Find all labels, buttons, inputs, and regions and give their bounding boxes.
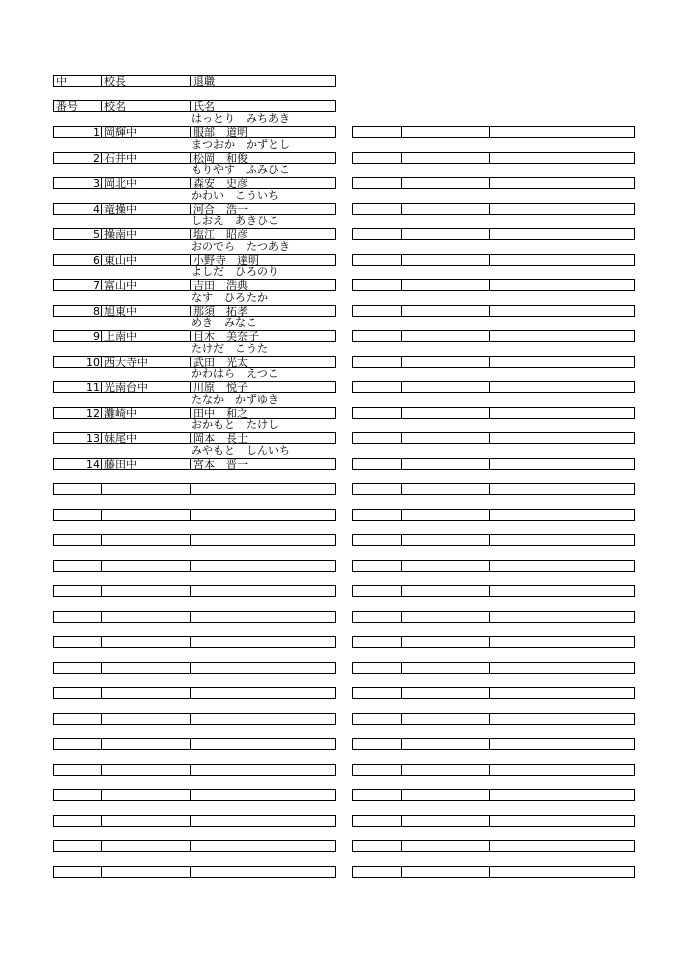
right-cell-3 bbox=[489, 612, 634, 622]
right-cell-1 bbox=[353, 408, 401, 418]
right-cell-2 bbox=[401, 790, 489, 800]
right-cell-1 bbox=[353, 586, 401, 596]
right-cell-2 bbox=[401, 535, 489, 545]
right-cell-1 bbox=[353, 357, 401, 367]
right-cell-2 bbox=[401, 739, 489, 749]
table-row bbox=[53, 458, 336, 470]
empty-table-row bbox=[53, 611, 336, 623]
right-cell-3 bbox=[489, 816, 634, 826]
right-cell-3 bbox=[489, 510, 634, 520]
table-row bbox=[53, 330, 336, 342]
row-school bbox=[101, 739, 190, 749]
empty-table-row bbox=[53, 585, 336, 597]
right-cell-2 bbox=[401, 408, 489, 418]
row-name bbox=[190, 739, 335, 749]
row-name bbox=[190, 535, 335, 545]
row-number: 2 bbox=[93, 152, 100, 165]
header-role: 校長 bbox=[101, 76, 190, 86]
row-number bbox=[54, 841, 101, 851]
empty-table-row bbox=[352, 305, 635, 317]
furigana-reading: まつおか かずとし bbox=[191, 138, 290, 151]
empty-table-row bbox=[352, 738, 635, 750]
row-school: 光南台中 bbox=[101, 382, 190, 392]
right-cell-2 bbox=[401, 204, 489, 214]
furigana-reading: みやもと しんいち bbox=[191, 444, 290, 457]
furigana-reading: たけだ こうた bbox=[191, 342, 268, 355]
row-name: 武田 光太 bbox=[190, 357, 335, 367]
row-school bbox=[101, 637, 190, 647]
row-number bbox=[54, 637, 101, 647]
furigana-reading: よしだ ひろのり bbox=[191, 265, 279, 278]
empty-table-row bbox=[352, 840, 635, 852]
row-number: 8 bbox=[93, 305, 100, 318]
row-number: 11 bbox=[86, 381, 100, 394]
row-school bbox=[101, 816, 190, 826]
row-name bbox=[190, 510, 335, 520]
right-cell-2 bbox=[401, 510, 489, 520]
row-school: 西大寺中 bbox=[101, 357, 190, 367]
column-school-header: 校名 bbox=[101, 101, 190, 111]
right-cell-2 bbox=[401, 280, 489, 290]
empty-table-row bbox=[53, 662, 336, 674]
empty-table-row bbox=[352, 713, 635, 725]
empty-table-row bbox=[53, 713, 336, 725]
row-name bbox=[190, 765, 335, 775]
column-name-header: 氏名 bbox=[190, 101, 335, 111]
right-cell-3 bbox=[489, 153, 634, 163]
right-cell-3 bbox=[489, 714, 634, 724]
row-number: 10 bbox=[86, 356, 100, 369]
right-cell-2 bbox=[401, 484, 489, 494]
row-number: 5 bbox=[93, 228, 100, 241]
row-number: 12 bbox=[86, 407, 100, 420]
empty-table-row bbox=[352, 662, 635, 674]
row-school: 操南中 bbox=[101, 229, 190, 239]
row-school bbox=[101, 510, 190, 520]
row-name: 小野寺 達明 bbox=[190, 255, 335, 265]
table-row bbox=[53, 432, 336, 444]
right-cell-1 bbox=[353, 637, 401, 647]
right-cell-2 bbox=[401, 127, 489, 137]
empty-table-row bbox=[352, 279, 635, 291]
row-number bbox=[54, 484, 101, 494]
furigana-reading: かわい こういち bbox=[191, 189, 279, 202]
furigana-reading: なす ひろたか bbox=[191, 291, 268, 304]
empty-table-row bbox=[352, 152, 635, 164]
table-row bbox=[53, 279, 336, 291]
right-cell-3 bbox=[489, 484, 634, 494]
empty-table-row bbox=[352, 560, 635, 572]
header-row bbox=[53, 75, 336, 87]
row-school: 上南中 bbox=[101, 331, 190, 341]
empty-table-row bbox=[352, 509, 635, 521]
right-cell-1 bbox=[353, 714, 401, 724]
empty-table-row bbox=[352, 254, 635, 266]
right-cell-1 bbox=[353, 331, 401, 341]
right-cell-1 bbox=[353, 535, 401, 545]
right-cell-1 bbox=[353, 255, 401, 265]
empty-table-row bbox=[352, 432, 635, 444]
right-cell-3 bbox=[489, 663, 634, 673]
row-number bbox=[54, 510, 101, 520]
right-cell-1 bbox=[353, 229, 401, 239]
right-cell-1 bbox=[353, 765, 401, 775]
right-cell-2 bbox=[401, 331, 489, 341]
right-cell-2 bbox=[401, 612, 489, 622]
right-cell-3 bbox=[489, 867, 634, 877]
row-name bbox=[190, 816, 335, 826]
empty-table-row bbox=[53, 866, 336, 878]
row-school bbox=[101, 561, 190, 571]
right-cell-3 bbox=[489, 382, 634, 392]
furigana-reading: たなか かずゆき bbox=[191, 393, 279, 406]
empty-table-row bbox=[352, 789, 635, 801]
right-cell-3 bbox=[489, 586, 634, 596]
right-cell-1 bbox=[353, 663, 401, 673]
row-school: 岡輝中 bbox=[101, 127, 190, 137]
row-school bbox=[101, 612, 190, 622]
right-cell-1 bbox=[353, 204, 401, 214]
right-cell-1 bbox=[353, 306, 401, 316]
right-cell-1 bbox=[353, 867, 401, 877]
right-cell-3 bbox=[489, 280, 634, 290]
furigana-reading: おかもと たけし bbox=[191, 418, 279, 431]
right-cell-1 bbox=[353, 178, 401, 188]
row-name bbox=[190, 867, 335, 877]
row-number bbox=[54, 867, 101, 877]
row-name: 岡本 長士 bbox=[190, 433, 335, 443]
right-cell-3 bbox=[489, 127, 634, 137]
row-name: 塩江 昭彦 bbox=[190, 229, 335, 239]
right-cell-1 bbox=[353, 484, 401, 494]
row-school: 岡北中 bbox=[101, 178, 190, 188]
table-row bbox=[53, 228, 336, 240]
right-cell-3 bbox=[489, 637, 634, 647]
right-cell-2 bbox=[401, 382, 489, 392]
row-name bbox=[190, 790, 335, 800]
empty-table-row bbox=[352, 407, 635, 419]
row-name: 那須 拓孝 bbox=[190, 306, 335, 316]
right-cell-2 bbox=[401, 255, 489, 265]
empty-table-row bbox=[352, 458, 635, 470]
right-cell-3 bbox=[489, 255, 634, 265]
right-cell-1 bbox=[353, 561, 401, 571]
empty-table-row bbox=[352, 815, 635, 827]
empty-table-row bbox=[53, 636, 336, 648]
right-cell-1 bbox=[353, 816, 401, 826]
empty-table-row bbox=[53, 764, 336, 776]
right-cell-2 bbox=[401, 229, 489, 239]
row-school: 石井中 bbox=[101, 153, 190, 163]
right-cell-2 bbox=[401, 153, 489, 163]
row-number bbox=[54, 612, 101, 622]
row-school bbox=[101, 867, 190, 877]
row-number: 1 bbox=[93, 126, 100, 139]
right-cell-2 bbox=[401, 459, 489, 469]
empty-table-row bbox=[352, 483, 635, 495]
right-cell-3 bbox=[489, 790, 634, 800]
table-row bbox=[53, 126, 336, 138]
row-school: 藤田中 bbox=[101, 459, 190, 469]
right-cell-3 bbox=[489, 433, 634, 443]
row-name: 目木 美奈子 bbox=[190, 331, 335, 341]
empty-table-row bbox=[352, 126, 635, 138]
row-name: 河合 浩一 bbox=[190, 204, 335, 214]
row-name: 服部 道明 bbox=[190, 127, 335, 137]
row-school bbox=[101, 663, 190, 673]
right-cell-3 bbox=[489, 204, 634, 214]
empty-table-row bbox=[352, 534, 635, 546]
row-name bbox=[190, 561, 335, 571]
empty-table-row bbox=[352, 381, 635, 393]
right-cell-3 bbox=[489, 331, 634, 341]
right-cell-1 bbox=[353, 127, 401, 137]
row-number bbox=[54, 561, 101, 571]
empty-table-row bbox=[352, 636, 635, 648]
right-cell-1 bbox=[353, 739, 401, 749]
row-number: 9 bbox=[93, 330, 100, 343]
row-number bbox=[54, 586, 101, 596]
row-school: 灘崎中 bbox=[101, 408, 190, 418]
empty-table-row bbox=[53, 840, 336, 852]
row-number bbox=[54, 663, 101, 673]
right-cell-2 bbox=[401, 586, 489, 596]
empty-table-row bbox=[352, 203, 635, 215]
right-cell-1 bbox=[353, 433, 401, 443]
right-cell-1 bbox=[353, 510, 401, 520]
empty-table-row bbox=[352, 687, 635, 699]
row-name bbox=[190, 586, 335, 596]
right-cell-2 bbox=[401, 688, 489, 698]
row-school bbox=[101, 586, 190, 596]
row-school: 富山中 bbox=[101, 280, 190, 290]
row-school: 旭東中 bbox=[101, 306, 190, 316]
right-cell-2 bbox=[401, 561, 489, 571]
row-name bbox=[190, 663, 335, 673]
row-number bbox=[54, 816, 101, 826]
furigana-reading: めき みなこ bbox=[191, 316, 257, 329]
row-name bbox=[190, 637, 335, 647]
right-cell-1 bbox=[353, 280, 401, 290]
row-school: 妹尾中 bbox=[101, 433, 190, 443]
empty-table-row bbox=[352, 356, 635, 368]
right-cell-2 bbox=[401, 714, 489, 724]
right-cell-2 bbox=[401, 306, 489, 316]
row-name: 田中 和之 bbox=[190, 408, 335, 418]
table-row bbox=[53, 381, 336, 393]
right-cell-2 bbox=[401, 663, 489, 673]
row-school bbox=[101, 714, 190, 724]
row-school: 東山中 bbox=[101, 255, 190, 265]
row-school bbox=[101, 688, 190, 698]
right-cell-2 bbox=[401, 765, 489, 775]
row-number bbox=[54, 739, 101, 749]
row-school bbox=[101, 790, 190, 800]
right-cell-3 bbox=[489, 229, 634, 239]
right-cell-1 bbox=[353, 612, 401, 622]
empty-table-row bbox=[53, 789, 336, 801]
row-name: 森安 史彦 bbox=[190, 178, 335, 188]
right-cell-2 bbox=[401, 637, 489, 647]
row-school bbox=[101, 841, 190, 851]
empty-table-row bbox=[352, 764, 635, 776]
row-school bbox=[101, 765, 190, 775]
empty-table-row bbox=[53, 815, 336, 827]
right-cell-2 bbox=[401, 357, 489, 367]
right-cell-3 bbox=[489, 306, 634, 316]
right-cell-2 bbox=[401, 816, 489, 826]
right-cell-1 bbox=[353, 153, 401, 163]
row-number: 7 bbox=[93, 279, 100, 292]
right-cell-3 bbox=[489, 841, 634, 851]
right-cell-2 bbox=[401, 433, 489, 443]
furigana-reading: はっとり みちあき bbox=[191, 112, 290, 125]
row-school: 竜操中 bbox=[101, 204, 190, 214]
row-number: 4 bbox=[93, 203, 100, 216]
right-cell-2 bbox=[401, 841, 489, 851]
right-cell-1 bbox=[353, 790, 401, 800]
column-number-header: 番号 bbox=[56, 100, 78, 113]
right-cell-3 bbox=[489, 357, 634, 367]
empty-table-row bbox=[352, 585, 635, 597]
empty-table-row bbox=[352, 177, 635, 189]
right-cell-1 bbox=[353, 841, 401, 851]
furigana-reading: しおえ あきひこ bbox=[191, 214, 279, 227]
row-name bbox=[190, 688, 335, 698]
row-number bbox=[54, 535, 101, 545]
header-level: 中 bbox=[56, 75, 67, 88]
row-number: 6 bbox=[93, 254, 100, 267]
right-cell-2 bbox=[401, 178, 489, 188]
right-cell-1 bbox=[353, 382, 401, 392]
right-cell-2 bbox=[401, 867, 489, 877]
right-cell-3 bbox=[489, 765, 634, 775]
row-number: 13 bbox=[86, 432, 100, 445]
empty-table-row bbox=[53, 483, 336, 495]
table-row bbox=[53, 177, 336, 189]
empty-table-row bbox=[53, 560, 336, 572]
furigana-reading: かわはら えつこ bbox=[191, 367, 279, 380]
row-number bbox=[54, 714, 101, 724]
right-cell-3 bbox=[489, 688, 634, 698]
right-cell-3 bbox=[489, 459, 634, 469]
right-cell-3 bbox=[489, 535, 634, 545]
empty-table-row bbox=[352, 330, 635, 342]
furigana-reading: もりやす ふみひこ bbox=[191, 163, 290, 176]
empty-table-row bbox=[352, 866, 635, 878]
row-name bbox=[190, 841, 335, 851]
row-number bbox=[54, 765, 101, 775]
right-cell-1 bbox=[353, 688, 401, 698]
column-header-row bbox=[53, 100, 336, 112]
row-school bbox=[101, 484, 190, 494]
row-number: 3 bbox=[93, 177, 100, 190]
row-school bbox=[101, 535, 190, 545]
right-cell-3 bbox=[489, 739, 634, 749]
row-name: 川原 悦子 bbox=[190, 382, 335, 392]
empty-table-row bbox=[53, 509, 336, 521]
row-number bbox=[54, 790, 101, 800]
row-name bbox=[190, 484, 335, 494]
row-number: 14 bbox=[86, 458, 100, 471]
empty-table-row bbox=[53, 534, 336, 546]
row-name bbox=[190, 714, 335, 724]
empty-table-row bbox=[352, 611, 635, 623]
row-name: 宮本 晋一 bbox=[190, 459, 335, 469]
row-number bbox=[54, 688, 101, 698]
right-cell-3 bbox=[489, 561, 634, 571]
right-cell-3 bbox=[489, 408, 634, 418]
empty-table-row bbox=[53, 738, 336, 750]
furigana-reading: おのでら たつあき bbox=[191, 240, 290, 253]
header-status: 退職 bbox=[190, 76, 335, 86]
right-cell-3 bbox=[489, 178, 634, 188]
row-name: 松岡 和俊 bbox=[190, 153, 335, 163]
row-name: 吉田 浩典 bbox=[190, 280, 335, 290]
right-cell-1 bbox=[353, 459, 401, 469]
empty-table-row bbox=[352, 228, 635, 240]
row-name bbox=[190, 612, 335, 622]
empty-table-row bbox=[53, 687, 336, 699]
